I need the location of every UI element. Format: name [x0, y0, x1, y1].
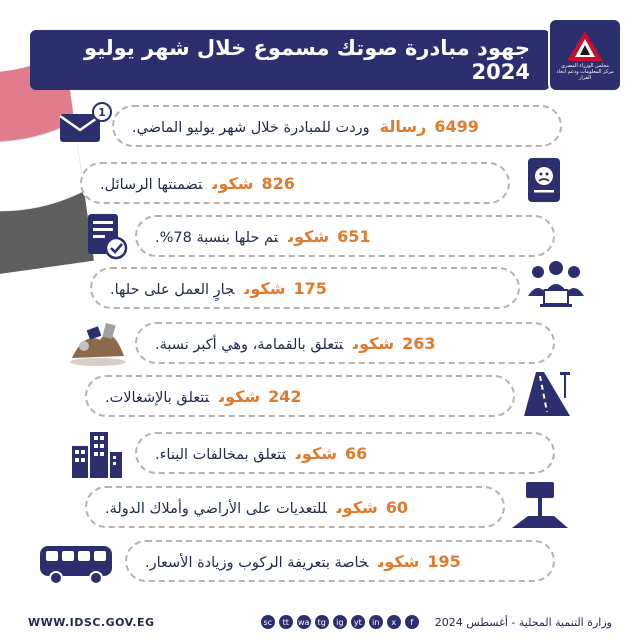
- envelope-icon: [56, 98, 112, 154]
- stat-unit: شكوى: [244, 278, 286, 298]
- stat-description: تضمنتها الرسائل.: [100, 176, 203, 193]
- stat-description: تتعلق بمخالفات البناء.: [155, 446, 286, 463]
- stat-number: 263: [402, 333, 436, 353]
- facebook-icon[interactable]: f: [405, 615, 419, 629]
- footer: [0, 604, 640, 640]
- buildings-icon: [66, 424, 126, 482]
- stat-unit: شكوى: [353, 333, 395, 353]
- telegram-icon[interactable]: tg: [315, 615, 329, 629]
- stat-number: 175: [293, 278, 327, 298]
- complaint-document-icon: [516, 152, 572, 208]
- header-banner: [30, 30, 550, 90]
- tiktok-icon[interactable]: tt: [279, 615, 293, 629]
- stat-row-in-progress: [90, 267, 520, 309]
- stat-unit: رسالة: [379, 116, 427, 136]
- snapchat-icon[interactable]: sc: [261, 615, 275, 629]
- pyramid-logo-icon: [565, 29, 605, 63]
- page-title: جهود مبادرة صوتك مسموع خلال شهر يوليو 2024: [84, 36, 530, 84]
- stat-unit: شكوى: [336, 497, 378, 517]
- stat-unit: شكوى: [212, 173, 254, 193]
- land-sign-icon: [508, 476, 572, 534]
- stat-number: 195: [427, 551, 461, 571]
- road-icon: [520, 366, 576, 422]
- stat-description: تم حلها بنسبة 78%.: [155, 229, 279, 246]
- stat-row-resolved: [135, 215, 555, 257]
- logo-text-line1: مجلس الوزراء المصري: [561, 63, 609, 69]
- x-icon[interactable]: x: [387, 615, 401, 629]
- instagram-icon[interactable]: ig: [333, 615, 347, 629]
- stat-number: 242: [268, 386, 302, 406]
- stat-row-complaints: [80, 162, 510, 204]
- stat-number: 651: [337, 226, 371, 246]
- stat-unit: شكوى: [219, 386, 261, 406]
- stat-unit: شكوى: [288, 226, 330, 246]
- stat-description: تتعلق بالإشغالات.: [105, 389, 210, 406]
- stat-description: وردت للمبادرة خلال شهر يوليو الماضي.: [132, 119, 370, 136]
- checklist-icon: [78, 208, 134, 264]
- stat-number: 66: [345, 443, 368, 463]
- linkedin-icon[interactable]: in: [369, 615, 383, 629]
- notification-badge: 1: [98, 106, 106, 119]
- whatsapp-icon[interactable]: wa: [297, 615, 311, 629]
- stat-number: 6499: [434, 116, 479, 136]
- stat-description: جارٍ العمل على حلها.: [110, 281, 235, 298]
- team-working-icon: [524, 256, 588, 316]
- stat-row-building-violations: [135, 432, 555, 474]
- stat-number: 60: [385, 497, 408, 517]
- stat-row-garbage: [135, 322, 555, 364]
- logo-text-line2: مركز المعلومات ودعم اتخاذ القرار: [556, 69, 614, 81]
- stat-description: خاصة بتعريفة الركوب وزيادة الأسعار.: [145, 554, 369, 571]
- stat-row-fares: [125, 540, 555, 582]
- website-link[interactable]: WWW.IDSC.GOV.EG: [28, 615, 155, 629]
- stat-row-encroachments: [85, 375, 515, 417]
- stat-row-land-encroachments: [85, 486, 505, 528]
- stat-description: تتعلق بالقمامة، وهي أكبر نسبة.: [155, 336, 344, 353]
- stat-row-messages: [112, 105, 562, 147]
- bus-icon: [36, 534, 116, 590]
- footer-caption: وزارة التنمية المحلية - أغسطس 2024: [434, 615, 612, 629]
- garbage-pile-icon: [66, 310, 130, 370]
- social-icons: [261, 615, 419, 629]
- stat-unit: شكوى: [295, 443, 337, 463]
- stat-number: 826: [261, 173, 295, 193]
- stat-description: للتعديات على الأراضي وأملاك الدولة.: [105, 500, 327, 517]
- stat-unit: شكوى: [378, 551, 420, 571]
- idsc-logo: [548, 18, 622, 92]
- youtube-icon[interactable]: yt: [351, 615, 365, 629]
